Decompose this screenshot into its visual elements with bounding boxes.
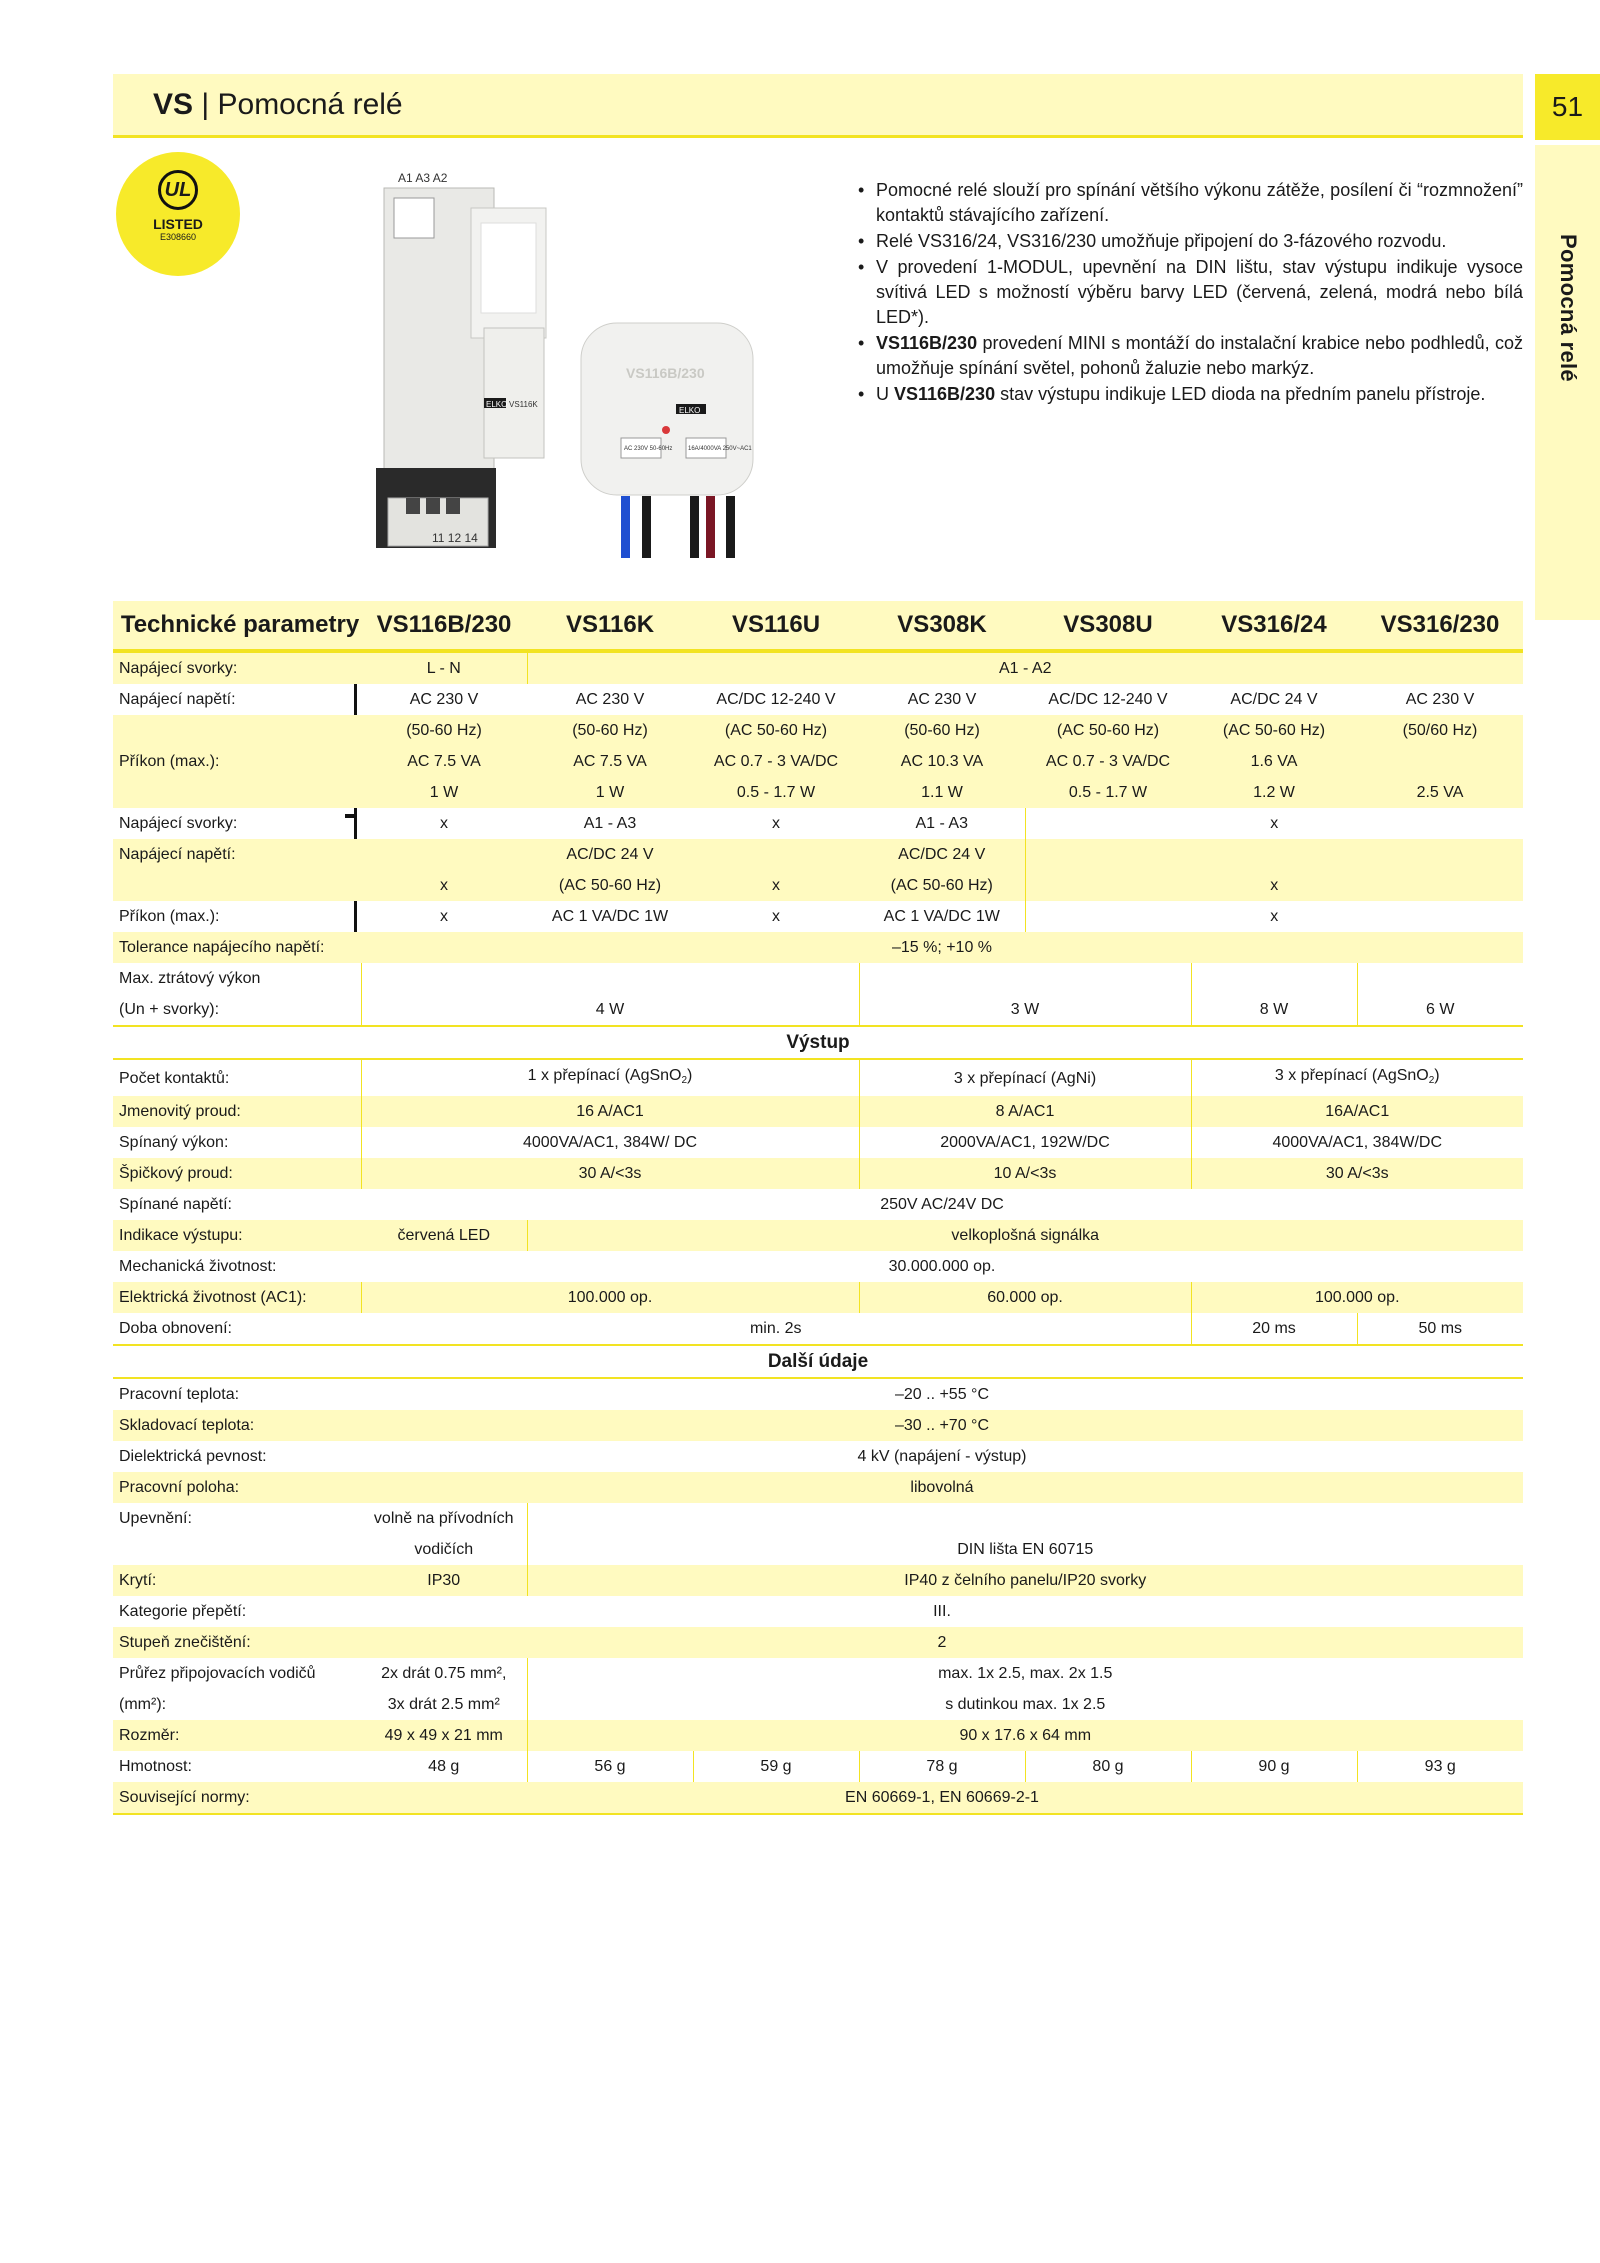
product-family: Pomocná relé <box>217 88 403 121</box>
table-cell: AC 10.3 VA <box>859 746 1025 777</box>
table-cell: A1 - A2 <box>527 651 1523 684</box>
table-cell: 0.5 - 1.7 W <box>1025 777 1191 808</box>
table-row <box>113 1251 1523 1282</box>
table-cell: 90 x 17.6 x 64 mm <box>527 1720 1523 1751</box>
table-cell: (AC 50-60 Hz) <box>693 715 859 746</box>
row-label: Pracovní teplota: <box>119 1386 240 1403</box>
table-row <box>113 1410 1523 1441</box>
table-cell: x <box>440 908 448 925</box>
table-cell: –20 .. +55 °C <box>894 1386 989 1403</box>
table-cell: 1 x přepínací (AgSnO$_2$) <box>361 1059 859 1096</box>
table-row <box>113 1565 1523 1596</box>
table-row <box>113 994 1523 1026</box>
side-section-label: Pomocná relé <box>1555 234 1581 382</box>
table-cell: x <box>1025 808 1523 839</box>
row-label: Průřez připojovacích vodičů <box>119 1665 316 1682</box>
table-row <box>113 1313 1523 1345</box>
table-cell: 4000VA/AC1, 384W/ DC <box>361 1127 859 1158</box>
table-cell: –15 %; +10 % <box>361 932 1523 963</box>
table-row <box>113 901 1523 932</box>
section-title: Další údaje <box>113 1345 1523 1378</box>
table-cell: (50-60 Hz) <box>361 715 527 746</box>
table-row <box>113 651 1523 684</box>
row-label: Jmenovitý proud: <box>113 1096 361 1127</box>
row-label: (Un + svorky): <box>119 1001 220 1018</box>
table-cell: 90 g <box>1191 1751 1357 1782</box>
section-header-other <box>113 1345 1523 1378</box>
table-row <box>113 932 1523 963</box>
table-row <box>113 746 1523 777</box>
page-title: VS | Pomocná relé <box>153 88 403 121</box>
table-cell: AC/DC 24 V <box>1230 691 1318 708</box>
table-cell: 2 <box>361 1627 1523 1658</box>
table-title: Technické parametry <box>113 601 361 651</box>
table-row <box>113 1627 1523 1658</box>
table-cell: 30 A/<3s <box>1191 1158 1523 1189</box>
table-cell: 30.000.000 op. <box>888 1258 996 1275</box>
table-cell: x <box>440 815 448 832</box>
table-cell: IP30 <box>361 1565 527 1596</box>
row-label: Spínané napětí: <box>119 1196 232 1213</box>
table-cell: (50/60 Hz) <box>1357 715 1523 746</box>
device2-left-label: AC 230V 50-60Hz <box>624 446 673 452</box>
table-cell: 100.000 op. <box>1191 1282 1523 1313</box>
table-cell: 59 g <box>693 1751 859 1782</box>
table-cell: L - N <box>361 651 527 684</box>
row-label: Rozměr: <box>113 1720 361 1751</box>
table-row <box>113 1596 1523 1627</box>
table-row <box>113 1534 1523 1565</box>
row-label: Napájecí svorky: <box>119 815 238 832</box>
table-cell: 2.5 VA <box>1357 777 1523 808</box>
table-cell: AC 7.5 VA <box>527 746 693 777</box>
table-cell: volně na přívodních <box>373 1510 514 1527</box>
table-cell: 1.2 W <box>1191 777 1357 808</box>
table-row <box>113 1503 1523 1534</box>
table-cell: AC/DC 12-240 V <box>1048 691 1168 708</box>
table-row <box>113 1658 1523 1689</box>
model-header: VS308U <box>1025 601 1191 651</box>
table-cell: 3x drát 2.5 mm² <box>387 1696 500 1713</box>
table-row <box>113 1720 1523 1751</box>
table-cell: AC/DC 24 V <box>859 839 1025 870</box>
row-label: Počet kontaktů: <box>119 1069 230 1087</box>
row-label: Napájecí svorky: <box>113 651 361 684</box>
table-cell: (AC 50-60 Hz) <box>527 870 693 901</box>
table-cell: III. <box>933 1603 951 1620</box>
row-label: Doba obnovení: <box>119 1320 232 1337</box>
device2-brand: ELKO <box>679 406 701 415</box>
table-row <box>113 1059 1523 1096</box>
table-cell: 56 g <box>527 1751 693 1782</box>
table-cell: 4 kV (napájení - výstup) <box>857 1448 1027 1465</box>
table-cell: IP40 z čelního panelu/IP20 svorky <box>527 1565 1523 1596</box>
table-row <box>113 1096 1523 1127</box>
din-rail-relay-image <box>376 168 551 558</box>
table-cell: A1 - A3 <box>915 815 968 832</box>
table-cell: 10 A/<3s <box>859 1158 1191 1189</box>
table-cell: 3 W <box>859 994 1191 1026</box>
table-cell: AC 0.7 - 3 VA/DC <box>693 746 859 777</box>
table-cell: 4 W <box>361 994 859 1026</box>
row-label: Napájecí napětí: <box>113 839 361 870</box>
row-label: Skladovací teplota: <box>113 1410 361 1441</box>
page-number-tab <box>1535 74 1600 140</box>
row-label: Stupeň znečištění: <box>113 1627 361 1658</box>
row-label: Tolerance napájecího napětí: <box>113 932 361 963</box>
table-cell <box>1357 746 1523 777</box>
header-bar <box>113 74 1523 138</box>
table-cell: 2000VA/AC1, 192W/DC <box>859 1127 1191 1158</box>
row-label: (mm²): <box>119 1696 167 1713</box>
table-row <box>113 1751 1523 1782</box>
feature-item: • VS116B/230 provedení MINI s montáží do instalační krabice nebo podhledů, což umožňuje spínání světel, pohonů žaluzie nebo markýz. <box>858 331 1523 381</box>
section-title: Výstup <box>113 1026 1523 1059</box>
table-cell: červená LED <box>361 1220 527 1251</box>
row-label: Elektrická životnost (AC1): <box>113 1282 361 1313</box>
row-label: Hmotnost: <box>119 1758 192 1775</box>
table-cell: AC/DC 12-240 V <box>716 691 836 708</box>
table-cell: (50-60 Hz) <box>859 715 1025 746</box>
table-cell: (AC 50-60 Hz) <box>1191 715 1357 746</box>
table-row <box>113 1689 1523 1720</box>
device2-right-label: 16A/4000VA 250V~AC1 <box>688 446 752 452</box>
table-cell: 1 W <box>361 777 527 808</box>
page-number: 51 <box>1551 91 1584 122</box>
table-cell: 3 x přepínací (AgSnO$_2$) <box>1191 1059 1523 1096</box>
model-header: VS316/230 <box>1357 601 1523 651</box>
table-cell: 48 g <box>428 1758 460 1775</box>
section-header-output <box>113 1026 1523 1059</box>
table-cell: AC 7.5 VA <box>361 746 527 777</box>
table-cell: max. 1x 2.5, max. 2x 1.5 <box>527 1658 1523 1689</box>
feature-list <box>858 178 1523 408</box>
table-cell: 8 A/AC1 <box>859 1096 1191 1127</box>
device2-model: VS116B/230 <box>626 365 705 381</box>
model-header: VS116K <box>527 601 693 651</box>
feature-item: • U VS116B/230 stav výstupu indikuje LED dioda na předním panelu přístroje. <box>858 382 1523 407</box>
table-cell: AC 1 VA/DC 1W <box>883 908 1000 925</box>
table-cell: x <box>361 870 527 901</box>
table-cell: libovolná <box>361 1472 1523 1503</box>
table-cell: A1 - A3 <box>583 815 637 832</box>
table-cell: AC 0.7 - 3 VA/DC <box>1025 746 1191 777</box>
table-row <box>113 1220 1523 1251</box>
table-cell: AC/DC 24 V <box>527 839 693 870</box>
table-row <box>113 1158 1523 1189</box>
table-row <box>113 715 1523 746</box>
row-label: Pracovní poloha: <box>113 1472 361 1503</box>
ul-listed-badge <box>116 152 240 276</box>
model-header: VS116U <box>693 601 859 651</box>
mini-box-relay-image <box>576 318 761 558</box>
table-cell: 60.000 op. <box>859 1282 1191 1313</box>
row-label: Max. ztrátový výkon <box>119 970 261 987</box>
row-label: Spínaný výkon: <box>119 1134 229 1151</box>
table-cell: 16A/AC1 <box>1191 1096 1523 1127</box>
table-cell: DIN lišta EN 60715 <box>527 1534 1523 1565</box>
table-row <box>113 963 1523 994</box>
table-cell: (50-60 Hz) <box>527 715 693 746</box>
model-header: VS308K <box>859 601 1025 651</box>
table-cell: min. 2s <box>749 1320 802 1337</box>
table-row <box>113 1782 1523 1814</box>
technical-parameters-table <box>113 601 1523 1815</box>
table-cell: x <box>1025 870 1523 901</box>
table-cell: AC 230 V <box>1405 691 1475 708</box>
table-cell: 0.5 - 1.7 W <box>693 777 859 808</box>
table-cell: 1.6 VA <box>1191 746 1357 777</box>
table-row <box>113 839 1523 870</box>
table-cell: 3 x přepínací (AgNi) <box>859 1059 1191 1096</box>
table-cell: (AC 50-60 Hz) <box>1025 715 1191 746</box>
table-cell: 100.000 op. <box>361 1282 859 1313</box>
table-cell: 6 W <box>1357 994 1523 1026</box>
table-cell: 30 A/<3s <box>361 1158 859 1189</box>
table-row <box>113 1282 1523 1313</box>
table-row <box>113 1378 1523 1410</box>
side-section-tab <box>1535 145 1600 620</box>
table-cell: 8 W <box>1191 994 1357 1026</box>
row-label: Krytí: <box>113 1565 361 1596</box>
table-cell: x <box>1025 901 1523 932</box>
table-row <box>113 777 1523 808</box>
row-label: Příkon (max.): <box>119 908 220 925</box>
table-cell: 93 g <box>1357 1751 1523 1782</box>
table-cell: 20 ms <box>1191 1313 1357 1345</box>
top-terminal-labels: A1 A3 A2 <box>398 171 448 185</box>
table-cell: –30 .. +70 °C <box>361 1410 1523 1441</box>
table-cell: x <box>772 815 780 832</box>
row-label: Kategorie přepětí: <box>119 1603 247 1620</box>
table-row <box>113 808 1523 839</box>
table-cell: 49 x 49 x 21 mm <box>361 1720 527 1751</box>
listed-label: LISTED <box>153 216 203 232</box>
device1-brand: ELKO <box>486 400 508 409</box>
ul-file-number: E308660 <box>159 232 197 242</box>
table-cell: EN 60669-1, EN 60669-2-1 <box>361 1782 1523 1814</box>
feature-item: • Relé VS316/24, VS316/230 umožňuje připojení do 3-fázového rozvodu. <box>858 229 1523 254</box>
table-cell: x <box>693 870 859 901</box>
table-row <box>113 684 1523 715</box>
table-cell: AC 230 V <box>907 691 977 708</box>
feature-item: • Pomocné relé slouží pro spínání většího výkonu zátěže, posílení či “rozmnožení” kontaktů stávajícího zařízení. <box>858 178 1523 228</box>
table-row <box>113 1472 1523 1503</box>
table-row <box>113 870 1523 901</box>
table-cell: vodičích <box>414 1541 474 1558</box>
table-row <box>113 1441 1523 1472</box>
table-row <box>113 1127 1523 1158</box>
feature-item: • V provedení 1-MODUL, upevnění na DIN lištu, stav výstupu indikuje vysoce svítivá LED s možností výběru barvy LED (červená, zelená, modrá nebo bílá LED*). <box>858 255 1523 330</box>
model-header: VS116B/230 <box>361 601 527 651</box>
row-label: Napájecí napětí: <box>119 691 236 708</box>
product-code: VS <box>153 88 194 121</box>
row-label: Mechanická životnost: <box>119 1258 277 1275</box>
row-label: Dielektrická pevnost: <box>119 1448 267 1465</box>
table-cell: 1 W <box>527 777 693 808</box>
row-label: Upevnění: <box>119 1510 192 1527</box>
table-cell: 80 g <box>1025 1751 1191 1782</box>
table-header-row <box>113 601 1523 651</box>
device1-model: VS116K <box>509 400 538 409</box>
table-cell: x <box>772 908 780 925</box>
bottom-terminal-labels: 11 12 14 <box>432 531 478 545</box>
table-cell: AC 230 V <box>575 691 645 708</box>
table-cell: 250V AC/24V DC <box>880 1196 1004 1213</box>
table-cell: velkoplošná signálka <box>527 1220 1523 1251</box>
table-cell: AC 1 VA/DC 1W <box>551 908 669 925</box>
row-label: Špičkový proud: <box>113 1158 361 1189</box>
ul-mark-icon: UL <box>158 170 198 210</box>
row-label: Související normy: <box>113 1782 361 1814</box>
table-cell: 16 A/AC1 <box>361 1096 859 1127</box>
table-cell: 50 ms <box>1357 1313 1523 1345</box>
row-label: Indikace výstupu: <box>113 1220 361 1251</box>
table-cell: 78 g <box>859 1751 1025 1782</box>
table-cell: AC 230 V <box>409 691 479 708</box>
row-label: Příkon (max.): <box>113 746 361 777</box>
model-header: VS316/24 <box>1191 601 1357 651</box>
table-cell: 4000VA/AC1, 384W/DC <box>1191 1127 1523 1158</box>
table-cell: (AC 50-60 Hz) <box>859 870 1025 901</box>
table-row <box>113 1189 1523 1220</box>
table-cell: 2x drát 0.75 mm², <box>381 1665 507 1682</box>
table-cell: 1.1 W <box>859 777 1025 808</box>
table-cell: s dutinkou max. 1x 2.5 <box>527 1689 1523 1720</box>
